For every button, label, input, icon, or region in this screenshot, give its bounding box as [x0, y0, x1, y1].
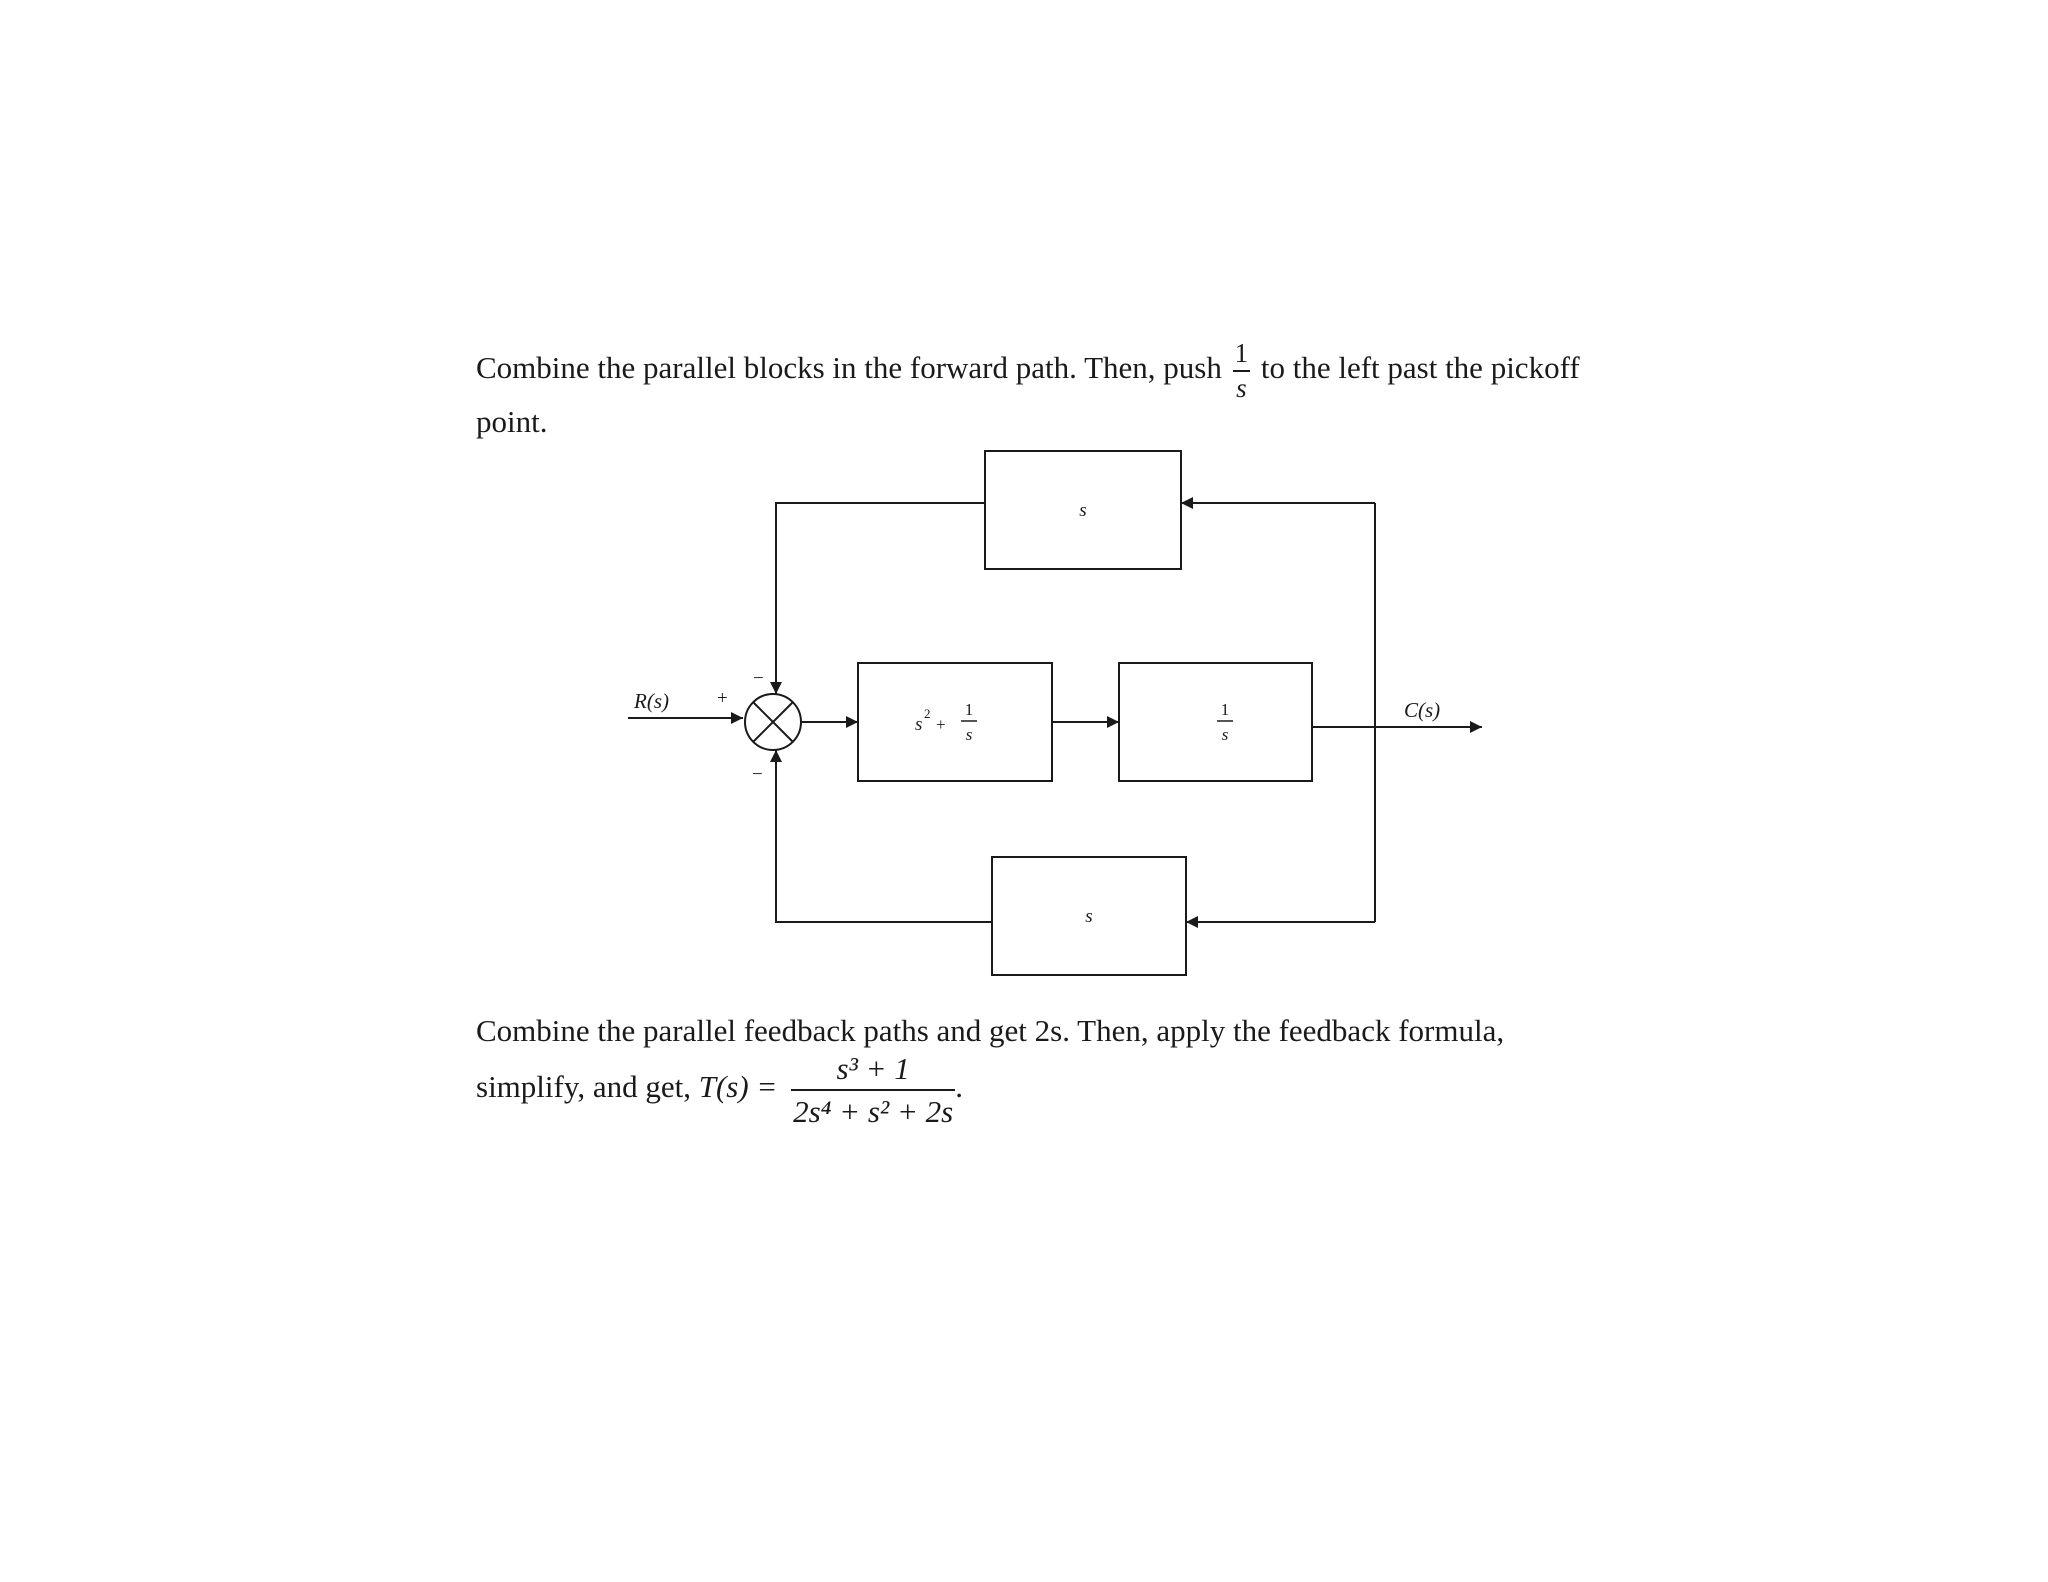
output-label: C(s)	[1404, 698, 1441, 722]
block2-numerator: 1	[1220, 700, 1230, 719]
block1-denominator: s	[965, 725, 973, 744]
result-text: simplify, and get,	[476, 1069, 691, 1105]
block1-transfer-function	[915, 700, 977, 744]
plus-sign-left: +	[717, 688, 728, 709]
transfer-function-numerator: s³ + 1	[836, 1051, 910, 1086]
instruction-text-line2: point.	[476, 404, 548, 439]
bottom-block-gain: s	[1085, 906, 1093, 927]
block1-exponent: 2	[924, 706, 931, 721]
block2-transfer-function	[1217, 700, 1233, 744]
top-feedback-return-arrow	[776, 503, 985, 694]
transfer-function-denominator: 2s⁴ + s² + 2s	[791, 1089, 955, 1127]
instruction-text-line1: Combine the parallel feedback paths and get 2s. Then, apply the feedback formula,	[476, 1013, 1505, 1048]
block1-numerator: 1	[964, 700, 974, 719]
fraction-denominator: s	[1233, 370, 1251, 402]
instruction-text-start: Combine the parallel blocks in the forward path. Then, push	[476, 350, 1222, 386]
forward-block-1	[858, 663, 1052, 781]
block1-plus: +	[936, 715, 946, 734]
fraction-numerator: 1	[1234, 338, 1249, 368]
transfer-function-fraction	[791, 1053, 955, 1127]
transfer-function-lhs: T(s) =	[698, 1069, 778, 1105]
block1-s: s	[915, 714, 923, 735]
instruction-text-end: to the left past the pickoff	[1260, 350, 1580, 386]
summing-junction	[745, 694, 801, 750]
top-block-gain: s	[1079, 500, 1087, 521]
forward-block-2	[1119, 663, 1312, 781]
result-line	[476, 1053, 1636, 1127]
input-label: R(s)	[634, 689, 669, 713]
minus-sign-bottom: −	[752, 764, 763, 785]
bottom-feedback-return-arrow	[776, 750, 992, 922]
instruction-paragraph-2	[476, 1011, 1636, 1127]
minus-sign-top: −	[753, 668, 764, 689]
block2-denominator: s	[1221, 725, 1229, 744]
sentence-period: .	[955, 1069, 963, 1105]
